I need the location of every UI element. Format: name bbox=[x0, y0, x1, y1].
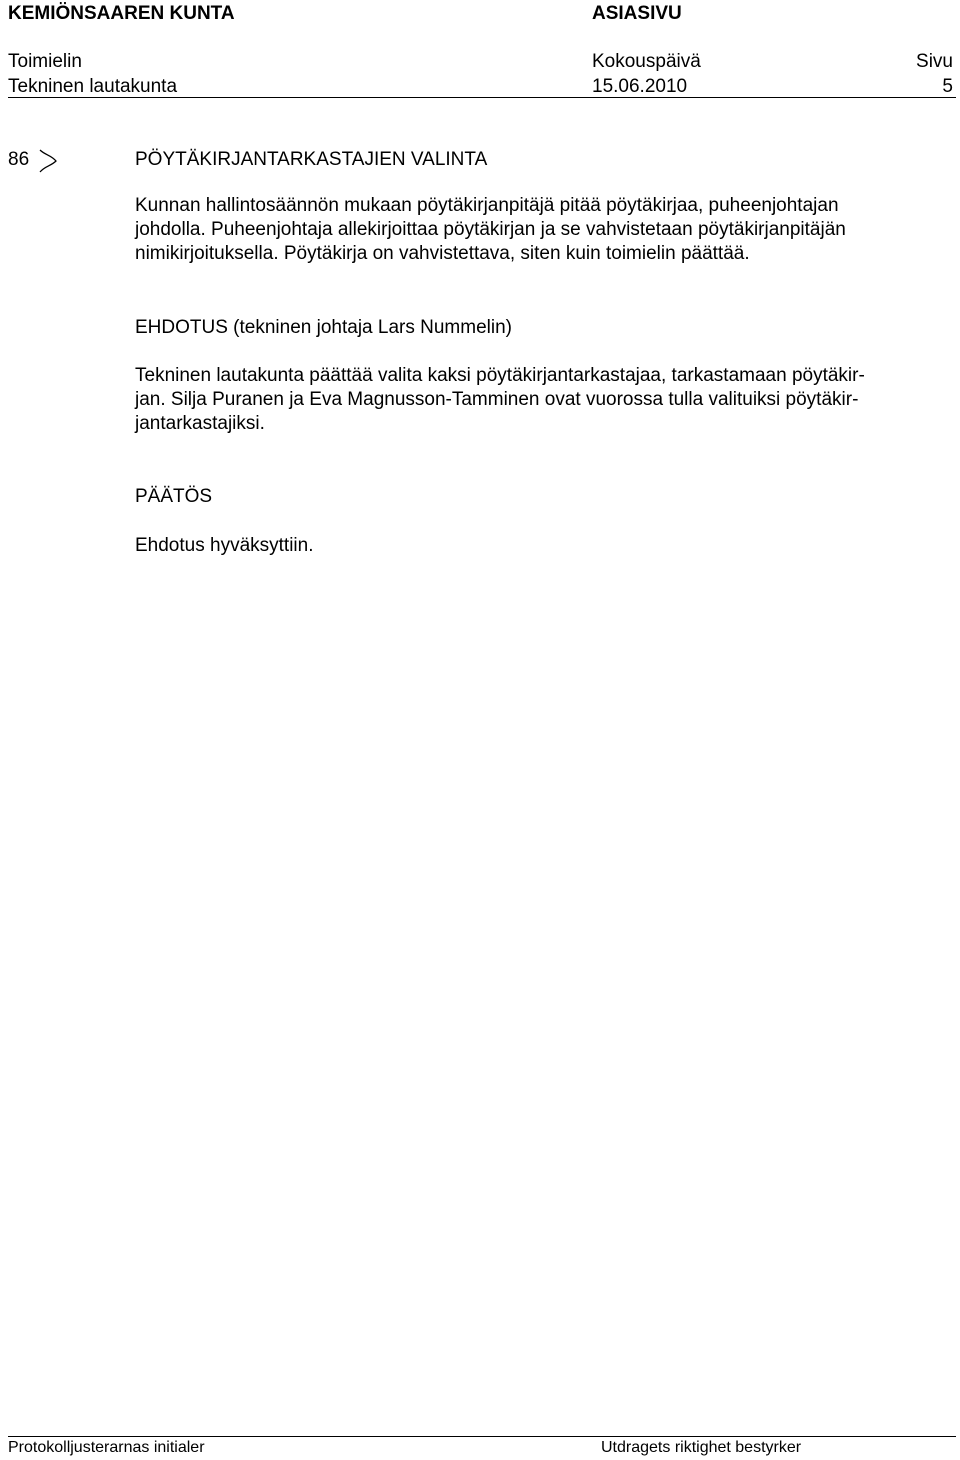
proposal-line: Tekninen lautakunta päättää valita kaksi pöytäkirjantarkastajaa, tarkastamaan pöytäkir- bbox=[135, 365, 865, 386]
meeting-date: 15.06.2010 bbox=[592, 76, 688, 97]
intro-paragraph bbox=[135, 194, 955, 266]
intro-line: johdolla. Puheenjohtaja allekirjoittaa pöytäkirjan ja se vahvistetaan pöytäkirjanpitäjän bbox=[135, 219, 846, 240]
meeting-date-label: Kokouspäivä bbox=[592, 51, 701, 72]
proposal-paragraph bbox=[135, 364, 955, 436]
decision-heading: PÄÄTÖS bbox=[135, 486, 213, 507]
item-title: PÖYTÄKIRJANTARKASTAJIEN VALINTA bbox=[135, 149, 488, 170]
item-number: 86 bbox=[8, 149, 30, 170]
footer-initials-label: Protokolljusterarnas initialer bbox=[8, 1439, 205, 1456]
intro-line: Kunnan hallintosäännön mukaan pöytäkirjanpitäjä pitää pöytäkirjaa, puheenjohtajan bbox=[135, 195, 839, 216]
section-sign-icon bbox=[37, 149, 59, 173]
proposal-line: jan. Silja Puranen ja Eva Magnusson-Tamminen ovat vuorossa tulla valituiksi pöytäkir- bbox=[135, 389, 859, 410]
document-type: ASIASIVU bbox=[592, 3, 682, 24]
footer-divider bbox=[8, 1436, 956, 1437]
decision-text: Ehdotus hyväksyttiin. bbox=[135, 535, 314, 556]
footer-certification-label: Utdragets riktighet bestyrker bbox=[601, 1439, 802, 1456]
body-name: Tekninen lautakunta bbox=[8, 76, 178, 97]
page-label: Sivu bbox=[916, 51, 953, 72]
proposal-heading: EHDOTUS (tekninen johtaja Lars Nummelin) bbox=[135, 317, 512, 338]
municipality-name: KEMIÖNSAAREN KUNTA bbox=[8, 3, 235, 24]
header-divider bbox=[8, 97, 956, 98]
page-number: 5 bbox=[942, 76, 953, 97]
body-label: Toimielin bbox=[8, 51, 82, 72]
intro-line: nimikirjoituksella. Pöytäkirja on vahvistettava, siten kuin toimielin päättää. bbox=[135, 243, 750, 264]
proposal-line: jantarkastajiksi. bbox=[135, 413, 265, 434]
